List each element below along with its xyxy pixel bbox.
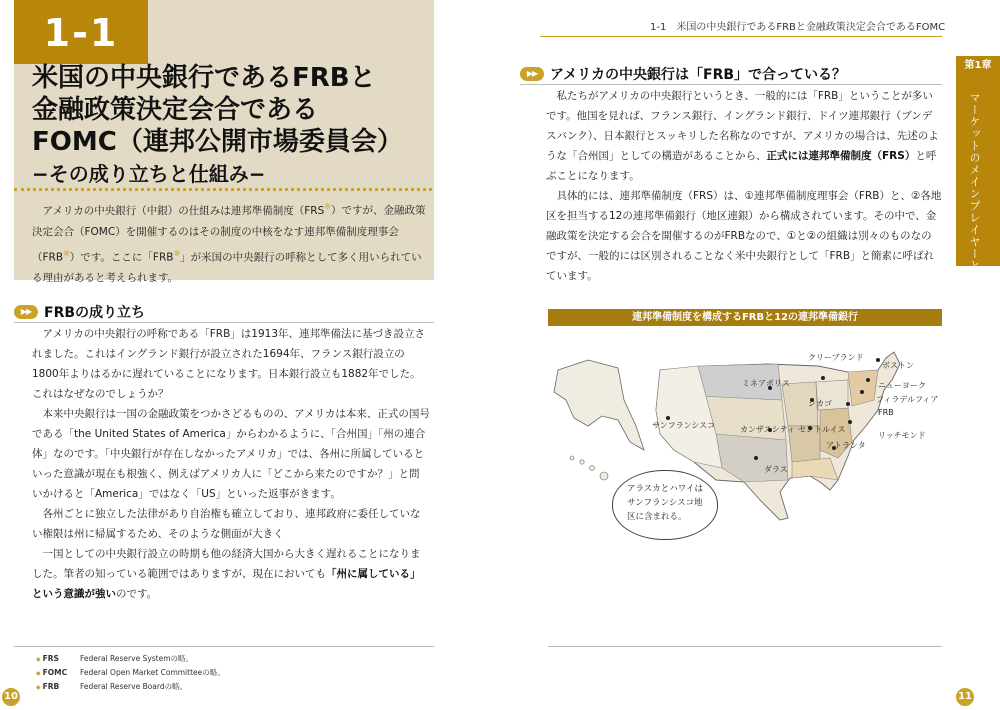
double-arrow-icon: ▶▶ <box>520 67 544 81</box>
paragraph: 私たちがアメリカの中央銀行というとき、一般的には「FRB」ということが多いです。他国を見れば、フランス銀行、イングランド銀行、ドイツ連邦銀行（ブンデスバンク）、日本銀行とスッキリした名称なのですが、アメリカの場合は、先述のような「合州国」としての構造があることから、正式には連邦準備制度（FRS）と呼ぶことになります。 <box>546 90 939 182</box>
map-label-stlouis: セントルイス <box>798 425 846 434</box>
running-header: 1-1 米国の中央銀行であるFRBと金融政策決定会合であるFOMC <box>650 22 946 33</box>
alaska-shape <box>554 360 644 450</box>
section-heading-is-frb-right: ▶▶ アメリカの中央銀行は「FRB」で合っている？ <box>520 64 846 84</box>
section-number: 1-1 <box>14 0 148 64</box>
page-number: 10 <box>2 688 20 706</box>
title-line: 米国の中央銀行であるFRBと <box>32 63 376 93</box>
map-label-richmond: リッチモンド <box>878 431 926 440</box>
title-line: 金融政策決定会合である <box>32 95 319 125</box>
page-subtitle: −その成り立ちと仕組み− <box>32 162 266 186</box>
map-label-boston: ボストン <box>882 361 914 370</box>
map-label-kansascity: カンザスシティ <box>740 425 796 434</box>
header-rule <box>540 36 942 37</box>
footnotes <box>36 652 225 694</box>
map-label-atlanta: アトランタ <box>826 441 866 450</box>
map-label-sanfrancisco: サンフランシスコ <box>652 421 716 430</box>
paragraph: 具体的には、連邦準備制度（FRS）は、①連邦準備制度理事会（FRB）と、②各地区を担当する12の連邦準備銀行（地区連銀）から構成されています。その中で、金融政策を決定する会合を開催するのがFRBなので、①と②の組織は別々のものなのですが、一般的には区別されることなく米中央銀行として「FRB」と簡素に呼ばれています。 <box>546 190 942 282</box>
double-arrow-icon: ▶▶ <box>14 305 38 319</box>
dotted-divider <box>14 188 432 191</box>
body-text <box>546 86 942 286</box>
footnote: ◆ FRS Federal Reserve Systemの略。 <box>36 652 225 666</box>
page-number: 11 <box>956 688 974 706</box>
map-label-frb: FRB <box>878 408 894 417</box>
title-line: FOMC（連邦公開市場委員会） <box>32 127 403 157</box>
map-label-cleveland: クリーブランド <box>808 353 864 362</box>
chapter-title: マーケットのメインプレイヤーとなったFRB <box>968 92 981 333</box>
hawaii-shape <box>570 456 608 480</box>
footnote: ◆ FRB Federal Reserve Boardの略。 <box>36 680 225 694</box>
body-text <box>32 324 430 604</box>
atlanta-district <box>792 458 838 480</box>
footnote: ◆ FOMC Federal Open Market Committeeの略。 <box>36 666 225 680</box>
lead-paragraph: アメリカの中央銀行（中銀）の仕組みは連邦準備制度（FRS※）ですが、金融政策決定会合（FOMC）を開催するのはその制度の中核をなす連邦準備制度理事会（FRB※）です。ここに「FRB※」が米国の中央銀行の呼称として多く用いられている理由があると考えられます。 <box>32 202 426 284</box>
figure-title: 連邦準備制度を構成するFRBと12の連邦準備銀行 <box>548 309 942 326</box>
heading-rule <box>520 84 942 85</box>
footnote-rule <box>548 646 942 647</box>
chapter-label: 第1章 <box>964 60 992 71</box>
paragraph: 本来中央銀行は一国の金融政策をつかさどるものの、アメリカは本来、正式の国号である「the United States of America」からわかるように、「合州国」「州の連合体」なのです。「中央銀行が存在しなかったアメリカ」では、各州に所属しているといった意識が現在も根強く、例えばアメリカ人に「どこから来たのですか？」と問いかけると「America」ではなく「US」といった返事がきます。 <box>32 408 430 500</box>
map-callout: アラスカとハワイはサンフランシスコ地区に含まれる。 <box>612 470 718 540</box>
section-heading-frb-origin: ▶▶ FRBの成り立ち <box>14 302 145 322</box>
map-label-newyork: ニューヨーク <box>878 381 926 390</box>
footnote-rule <box>14 646 434 647</box>
paragraph: アメリカの中央銀行の呼称である「FRB」は1913年、連邦準備法に基づき設立されました。これはイングランド銀行が設立された1694年、フランス銀行設立の1800年よりはるかに遅れていることになります。日本銀行設立も1882年でした。これはなぜなのでしょうか？ <box>32 328 426 400</box>
map-label-philadelphia: フィラデルフィア <box>876 395 939 404</box>
heading-rule <box>14 322 434 323</box>
page-title <box>32 62 432 158</box>
paragraph: 一国としての中央銀行設立の時期も他の経済大国から大きく遅れることになりました。筆者の知っている範囲ではありますが、現在においても「州に属している」という意識が強いのです。 <box>32 548 421 600</box>
paragraph: 各州ごとに独立した法律があり自治権も確立しており、連邦政府に委任していない権限は州に帰属するため、そのような側面が大きく <box>32 508 421 540</box>
map-label-chicago: シカゴ <box>808 399 832 408</box>
map-label-dallas: ダラス <box>764 465 788 474</box>
map-label-minneapolis: ミネアポリス <box>742 379 790 388</box>
